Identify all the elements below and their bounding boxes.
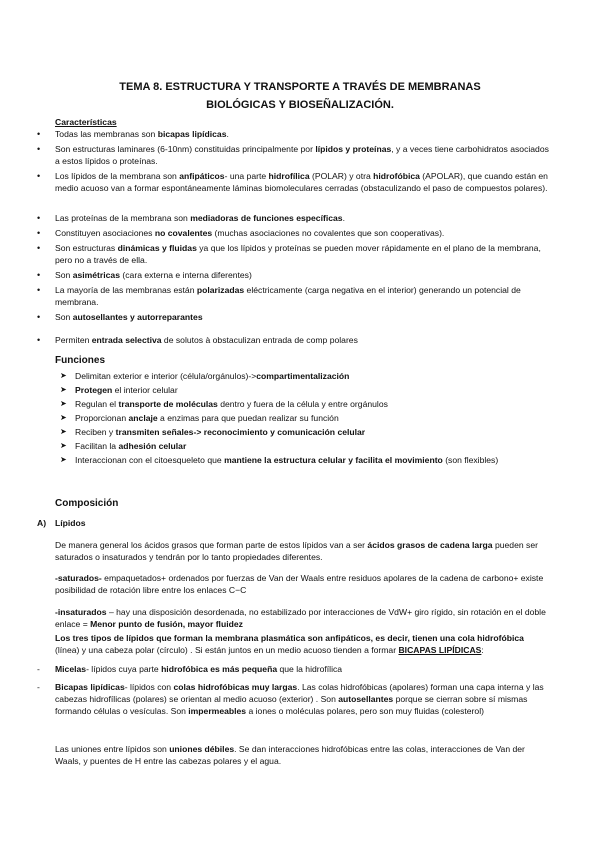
- page-title: [60, 78, 540, 114]
- bullet-icon: •: [37, 213, 41, 223]
- section-a-label: A): [37, 518, 47, 528]
- item-bicapas: Bicapas lipídicas- lípidos con colas hidrofóbicas muy largas. Las colas hidrofóbicas (apolares) forman una capa interna y las cabezas hidrofílicas (polares) se orientan al medio acuoso (exterior) . Son autosellantes porque se cierran sobre sí mismas formando células o vesículas. Son impermeables a iones o moléculas polares, pero son muy fluidas (colesterol): [55, 682, 544, 716]
- caracteristicas-heading: Características: [55, 117, 117, 127]
- arrow-bullet-icon: ➤: [60, 413, 67, 422]
- funcion-item-7: Interaccionan con el citoesqueleto que mantiene la estructura celular y facilita el movimiento (son flexibles): [75, 455, 499, 465]
- funcion-item-2: Protegen el interior celular: [75, 385, 178, 395]
- paragraph-insaturados: -insaturados – hay una disposición desordenada, no estabilizado por interacciones de VdW+ giro rígido, sin rotación en el doble enlace = Menor punto de fusión, mayor fluidez: [55, 607, 546, 629]
- arrow-bullet-icon: ➤: [60, 441, 67, 450]
- paragraph-saturados: -saturados- empaquetados+ ordenados por fuerzas de Van der Waals entre residuos apolares de la cadena de carbono+ existe posibilidad de rotación libre entre los enlaces C−C: [55, 573, 544, 595]
- lipidos-heading: Lípidos: [55, 518, 86, 528]
- arrow-bullet-icon: ➤: [60, 399, 67, 408]
- funcion-item-3: Regulan el transporte de moléculas dentro y fuera de la célula y entre orgánulos: [75, 399, 388, 409]
- arrow-bullet-icon: ➤: [60, 371, 67, 380]
- item-micelas: Micelas- lípidos cuya parte hidrofóbica es más pequeña que la hidrofílica: [55, 664, 343, 674]
- funcion-item-4: Proporcionan anclaje a enzimas para que puedan realizar su función: [75, 413, 339, 423]
- arrow-bullet-icon: ➤: [60, 455, 67, 464]
- bullet-icon: •: [37, 270, 41, 280]
- char-bullet-2: Son estructuras laminares (6-10nm) constituidas principalmente por lípidos y proteínas, y a veces tiene carbohidratos asociados a estos lípidos o proteínas.: [55, 144, 549, 166]
- bullet-icon: •: [37, 171, 41, 181]
- paragraph-tipos-lipidos: Los tres tipos de lípidos que forman la membrana plasmática son anfipáticos, es decir, tienen una cola hidrofóbica (línea) y una cabeza polar (círculo) . Si están juntos en un medio acuoso tienden a formar BICAPAS LIPÍDICAS:: [55, 633, 524, 655]
- char-bullet-9: Son autosellantes y autorreparantes: [55, 312, 203, 322]
- dash-bullet-icon: -: [37, 682, 40, 692]
- bullet-icon: •: [37, 129, 41, 139]
- funcion-item-6: Facilitan la adhesión celular: [75, 441, 187, 451]
- char-bullet-8: La mayoría de las membranas están polarizadas eléctricamente (carga negativa en el interior) generando un potencial de membrana.: [55, 285, 521, 307]
- funciones-heading: Funciones: [55, 355, 106, 366]
- bullet-icon: •: [37, 243, 41, 253]
- arrow-bullet-icon: ➤: [60, 385, 67, 394]
- funcion-item-5: Reciben y transmiten señales-> reconocimiento y comunicación celular: [75, 427, 366, 437]
- char-bullet-10: Permiten entrada selectiva de solutos à obstaculizan entrada de comp polares: [55, 335, 358, 345]
- char-bullet-4: Las proteínas de la membrana son mediadoras de funciones específicas.: [55, 213, 345, 223]
- dash-bullet-icon: -: [37, 664, 40, 674]
- composicion-heading: Composición: [55, 498, 119, 509]
- funcion-item-1: Delimitan exterior e interior (célula/orgánulos)->compartimentalización: [75, 371, 350, 381]
- title-line-1: TEMA 8. ESTRUCTURA Y TRANSPORTE A TRAVÉS DE MEMBRANAS: [119, 81, 481, 93]
- char-bullet-1: Todas las membranas son bicapas lipídicas.: [55, 129, 229, 139]
- char-bullet-3: Los lípidos de la membrana son anfipáticos- una parte hidrofílica (POLAR) y otra hidrofóbica (APOLAR), que cuando están en medio acuoso van a formar espontáneamente láminas biomoleculares cerradas (obstaculizando el paso de compuestos polares).: [55, 171, 548, 193]
- paragraph-acidos-grasos: De manera general los ácidos grasos que forman parte de estos lípidos van a ser ácidos grasos de cadena larga pueden ser saturados o insaturados y tendrán por lo tanto propiedades diferentes.: [55, 540, 538, 562]
- bullet-icon: •: [37, 335, 41, 345]
- char-bullet-7: Son asimétricas (cara externa e interna diferentes): [55, 270, 252, 280]
- char-bullet-5: Constituyen asociaciones no covalentes (muchas asociaciones no covalentes que son cooperativas).: [55, 228, 445, 238]
- bullet-icon: •: [37, 285, 41, 295]
- bullet-icon: •: [37, 228, 41, 238]
- char-bullet-6: Son estructuras dinámicas y fluidas ya que los lípidos y proteínas se pueden mover rápidamente en el plano de la membrana, pero no a través de ella.: [55, 243, 541, 265]
- arrow-bullet-icon: ➤: [60, 427, 67, 436]
- bullet-icon: •: [37, 312, 41, 322]
- title-line-2: BIOLÓGICAS Y BIOSEÑALIZACIÓN.: [206, 99, 394, 111]
- bullet-icon: •: [37, 144, 41, 154]
- paragraph-uniones: Las uniones entre lípidos son uniones débiles. Se dan interacciones hidrofóbicas entre las colas, interacciones de Van der Waals, y puentes de H entre las cabezas polares y el agua.: [55, 744, 525, 766]
